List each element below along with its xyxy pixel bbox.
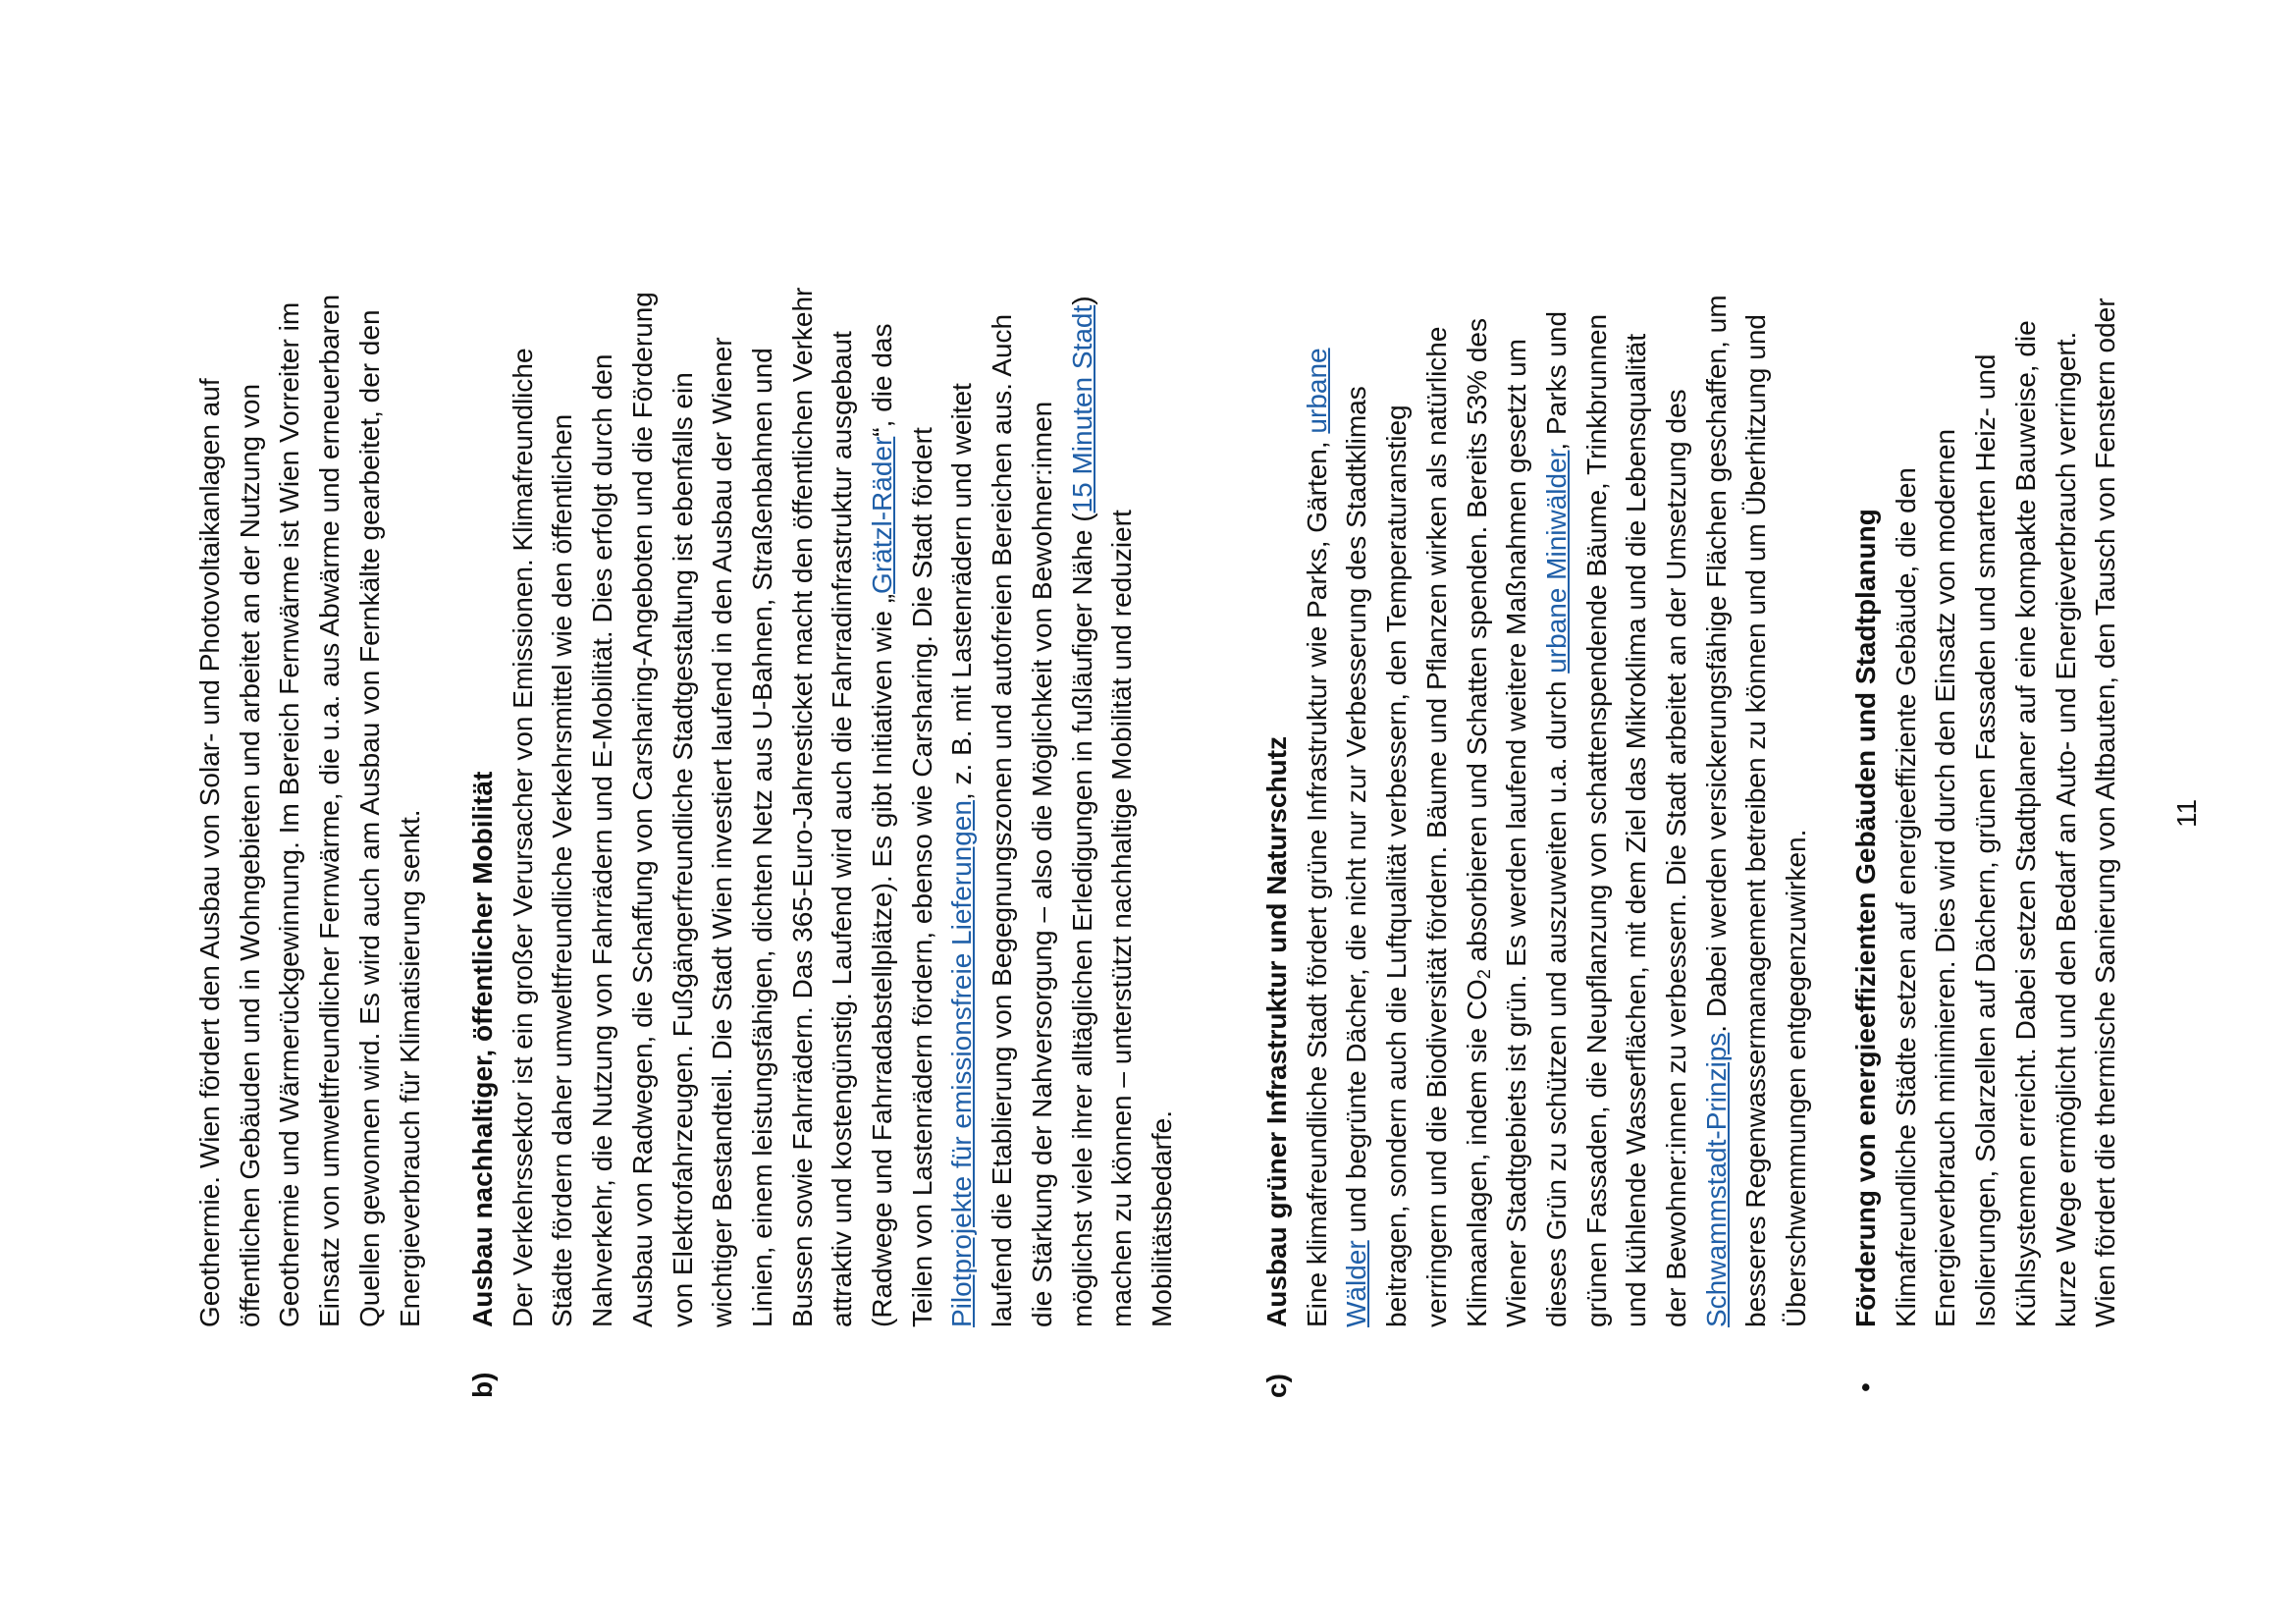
text-line: Linien, einem leistungsfähigen, dichten Netz aus U-Bahnen, Straßenbahnen und: [746, 348, 777, 1327]
urbane-waelder-link-cont[interactable]: Wälder: [1341, 1240, 1372, 1327]
text-line: [1697, 295, 1737, 1327]
subscript: 2: [1473, 969, 1494, 980]
text-line: grünen Fassaden, die Neupflanzung von schattenspendende Bäume, Trinkbrunnen: [1580, 313, 1612, 1327]
text-run: “, die das: [867, 323, 898, 437]
text-line: der Bewohner:innen zu verbessern. Die Stadt arbeitet an der Umsetzung des: [1661, 389, 1692, 1327]
text-line: wichtiger Bestandteil. Die Stadt Wien investiert laufend in den Ausbau der Wiener: [707, 337, 738, 1327]
section-b: [463, 288, 1183, 1327]
text-line: [1458, 295, 1498, 1327]
text-line: Mobilitätsbedarfe.: [1146, 1109, 1177, 1327]
text-line: verringern und die Biodiversität fördern. Bäume und Pflanzen wirken als natürliche: [1420, 326, 1452, 1327]
urbane-waelder-link[interactable]: urbane: [1301, 348, 1332, 434]
schwammstadt-link[interactable]: Schwammstadt-Prinzips: [1700, 1032, 1732, 1327]
text-run: , z. B. mit Lastenrädern und weitet: [946, 383, 978, 801]
text-line: Quellen gewonnen wird. Es wird auch am Ausbau von Fernkälte gearbeitet, der den: [353, 309, 385, 1327]
text-line: beitragen, sondern auch die Luftqualität verbessern, den Temperaturanstieg: [1381, 404, 1413, 1327]
section-c-heading: Ausbau grüner Infrastruktur und Naturschutz: [1261, 735, 1292, 1327]
text-line: Nahverkehr, die Nutzung von Fahrrädern und E-Mobilität. Dies erfolgt durch den: [587, 353, 618, 1327]
text-line: Ausbau von Radwegen, die Schaffung von Carsharing-Angeboten und die Förderung: [626, 292, 658, 1327]
text-line: Geothermie und Wärmerückgewinnung. Im Bereich Fernwärme ist Wien Vorreiter im: [274, 301, 305, 1327]
text-run: Eine klimafreundliche Stadt fördert grüne Infrastruktur wie Parks, Gärten,: [1301, 433, 1332, 1327]
section-c-label: c): [1261, 1374, 1292, 1398]
section-b-heading: Ausbau nachhaltiger, öffentlicher Mobilität: [467, 771, 498, 1327]
text-line: Energieverbrauch für Klimatisierung senkt.: [394, 809, 425, 1327]
text-line: von Elektrofahrzeugen. Fußgängerfreundliche Stadtgestaltung ist ebenfalls ein: [667, 372, 698, 1327]
text-line: öffentlichen Gebäuden und in Wohngebieten und arbeitet an der Nutzung von: [234, 383, 265, 1327]
text-run: dieses Grün zu schützen und auszuweiten u.a. durch: [1540, 673, 1572, 1327]
text-line: und kühlende Wasserflächen, mit dem Ziel das Mikroklima und die Lebensqualität: [1621, 333, 1652, 1327]
text-run: (Radwege und Fahrradabstellplätze). Es gibt Initiativen wie „: [867, 593, 898, 1327]
text-line: Der Verkehrssektor ist ein großer Verursacher von Emissionen. Klimafreundliche: [507, 348, 538, 1327]
text-run: ): [1066, 296, 1097, 305]
text-line: Bussen sowie Fahrrädern. Das 365-Euro-Jahresticket macht den öffentlichen Verkehr: [786, 287, 818, 1327]
text-line: [1298, 295, 1338, 1327]
urbane-miniwaelder-link[interactable]: urbane Miniwälder: [1540, 450, 1572, 674]
text-run: . Dabei werden versickerungsfähige Flächen geschaffen, um: [1700, 295, 1732, 1033]
text-line: Städte fördern daher umweltfreundliche Verkehrsmittel wie den öffentlichen: [547, 413, 578, 1327]
section-b-label: b): [467, 1372, 498, 1398]
text-line: Energieverbrauch minimieren. Dies wird durch den Einsatz von modernen: [1930, 428, 1961, 1327]
text-run: absorbieren und Schatten spenden. Bereits 53% des: [1461, 318, 1492, 970]
text-run: , Parks und: [1540, 310, 1572, 451]
graetzl-raeder-link[interactable]: Grätzl-Räder: [867, 436, 898, 594]
text-run: möglichst viele ihrer alltäglichen Erledigungen in fußläufiger Nähe (: [1066, 512, 1097, 1327]
text-line: Wien fördert die thermische Sanierung von Altbauten, den Tausch von Fenstern oder: [2090, 297, 2121, 1327]
text-line: Wiener Stadtgebiets ist grün. Es werden laufend weitere Maßnahmen gesetzt um: [1501, 339, 1532, 1327]
text-line: Geothermie. Wien fördert den Ausbau von Solar- und Photovoltaikanlagen auf: [194, 378, 225, 1327]
text-line: machen zu können – unterstützt nachhaltige Mobilität und reduziert: [1106, 510, 1138, 1327]
text-line: [942, 288, 983, 1327]
text-line: [1337, 295, 1377, 1327]
text-line: Klimafreundliche Städte setzen auf energieeffiziente Gebäude, die den: [1890, 467, 1921, 1327]
text-line: laufend die Etablierung von Begegnungszonen und autofreien Bereichen aus. Auch: [987, 313, 1018, 1327]
text-line: [863, 288, 903, 1327]
text-line: Teilen von Lastenrädern fördern, ebenso wie Carsharing. Die Stadt fördert: [906, 427, 937, 1327]
bullet-marker: •: [1850, 1382, 1881, 1392]
text-line: [1537, 295, 1577, 1327]
text-line: die Stärkung der Nahversorgung – also die Möglichkeit von Bewohner:innen: [1026, 401, 1057, 1327]
section-bullet-heading: Förderung von energieeffizienten Gebäuden und Stadtplanung: [1850, 509, 1881, 1327]
text-line: Überschwemmungen entgegenzuwirken.: [1781, 829, 1812, 1327]
text-line: besseres Regenwassermanagement betreiben zu können und um Überhitzung und: [1740, 314, 1772, 1327]
intro-paragraph: [190, 295, 430, 1327]
text-line: Kühlsystemen erreicht. Dabei setzen Stadtplaner auf eine kompakte Bauweise, die: [2009, 320, 2041, 1327]
pilotprojekte-link[interactable]: Pilotprojekte für emissionsfreie Lieferungen: [946, 800, 978, 1327]
page-number: 11: [2171, 798, 2202, 828]
text-line: Isolierungen, Solarzellen auf Dächern, grünen Fassaden und smarten Heiz- und: [1970, 353, 2002, 1327]
text-run: und begrünte Dächer, die nicht nur zur Verbesserung des Stadtklimas: [1341, 386, 1372, 1241]
text-line: [1063, 288, 1103, 1327]
text-run: Klimaanlagen, indem sie CO: [1461, 979, 1492, 1327]
section-c: [1257, 295, 1817, 1327]
text-line: kurze Wege ermöglicht und den Bedarf an Auto- und Energieverbrauch verringert.: [2050, 331, 2081, 1327]
text-line: attraktiv und kostengünstig. Laufend wird auch die Fahrradinfrastruktur ausgebaut: [827, 331, 858, 1327]
15-minuten-stadt-link[interactable]: 15 Minuten Stadt: [1066, 304, 1097, 513]
section-bullet: [1846, 297, 2126, 1327]
text-line: Einsatz von umweltfreundlicher Fernwärme, die u.a. aus Abwärme und erneuerbaren: [314, 294, 346, 1327]
